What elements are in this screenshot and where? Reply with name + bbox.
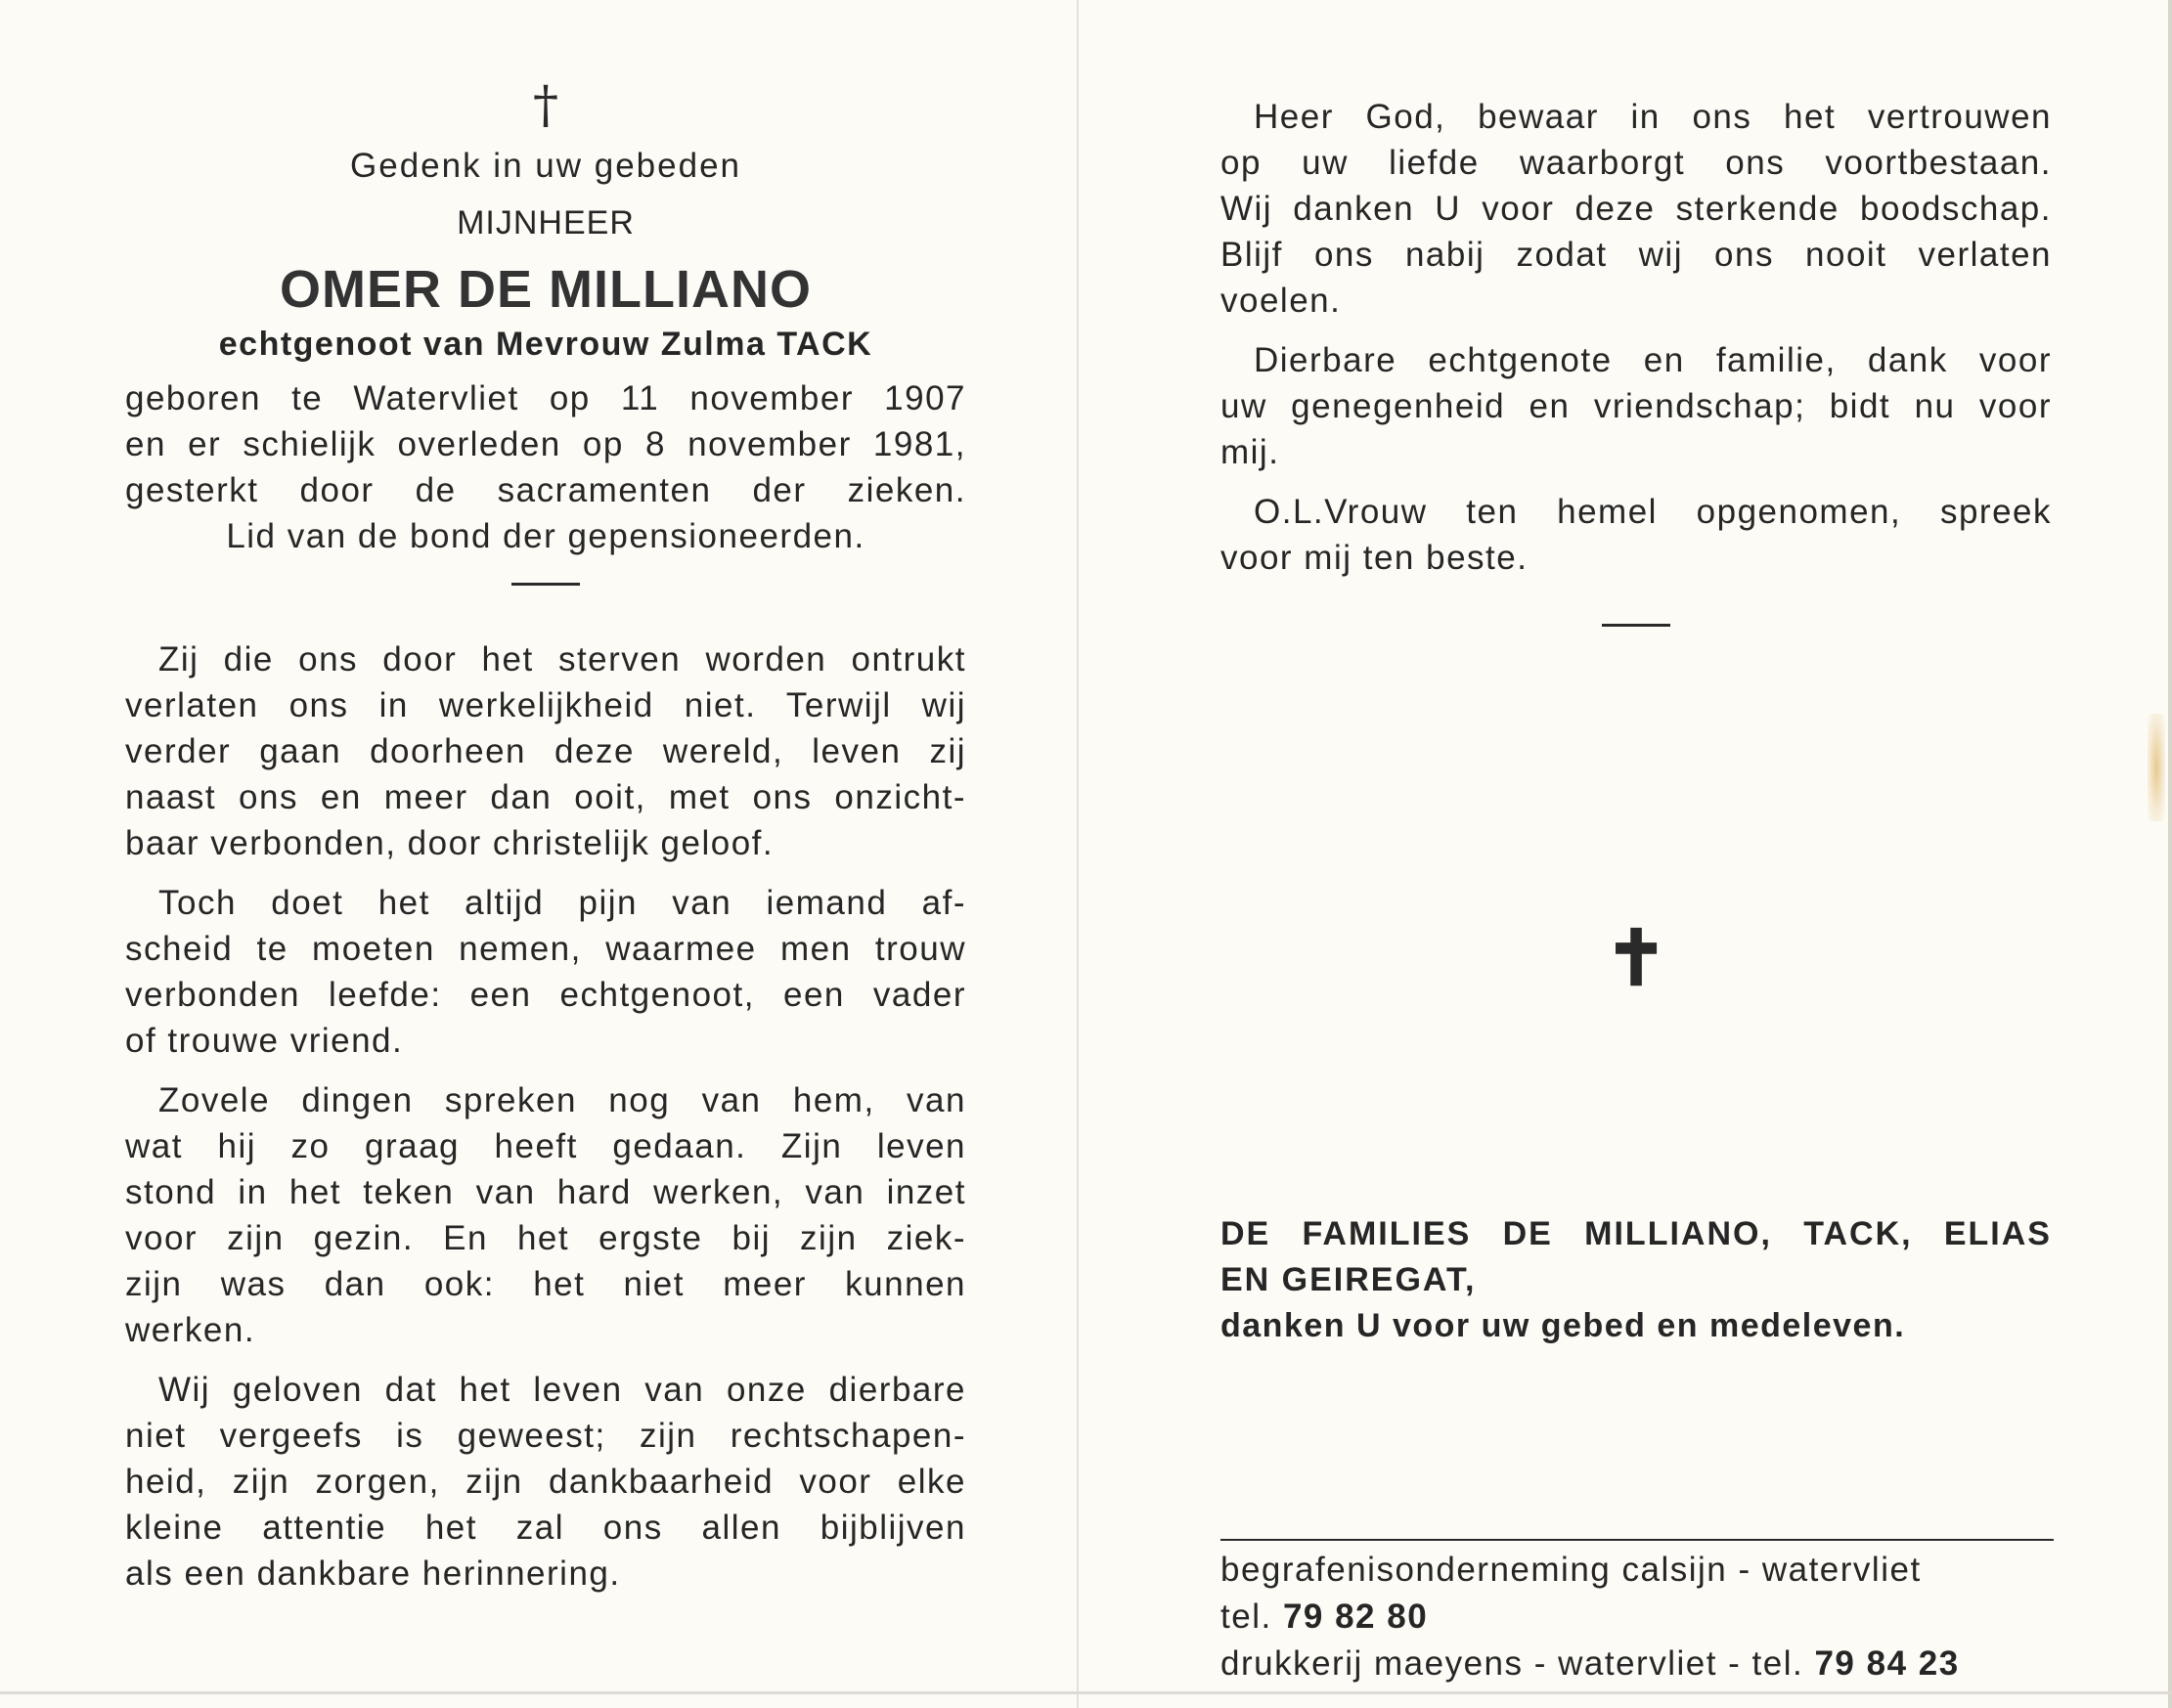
card-edge-right [2168,0,2172,1708]
bio-block [125,375,966,559]
fold-line [1077,0,1079,1708]
footer-rule [1220,1539,2054,1541]
text-line: baar verbonden, door christelijk geloof. [125,824,775,862]
remember-line: Gedenk in uw gebeden [350,147,741,185]
families-block [1220,1211,2052,1349]
funeral-home-line: begrafenisonderneming calsijn - watervliet [1220,1551,1922,1589]
left-panel [125,78,966,1610]
text-line: werken. [125,1311,256,1349]
text-line: of trouwe vriend. [125,1022,404,1060]
printer-line [1220,1641,2052,1687]
thanks-line: danken U voor uw gebed en medeleven. [1220,1307,1906,1344]
text-paragraph [1220,337,2052,475]
text-line: Blijf ons nabij zodat wij ons nooit verlaten [1220,236,2052,274]
text-line: wat hij zo graag heeft gedaan. Zijn leven [125,1127,966,1165]
text-line: scheid te moeten nemen, waarmee men trouw [125,930,966,968]
phone-number: 79 82 80 [1282,1598,1429,1636]
text-line: verlaten ons in werkelijkheid niet. Terwijl wij [125,686,966,724]
title-line: MIJNHEER [457,204,635,241]
separator-rule [511,583,580,586]
text-line: voelen. [1220,282,1342,320]
bio-line: gesterkt door de sacramenten der zieken. [125,471,966,509]
text-line: uw genegenheid en vriendschap; bidt nu voor [1220,387,2052,425]
text-line: O.L.Vrouw ten hemel opgenomen, spreek [1254,493,2052,531]
spouse-line: echtgenoot van Mevrouw Zulma TACK [218,326,873,363]
footer [1220,1539,2052,1687]
text-line: voor zijn gezin. En het ergste bij zijn ziek- [125,1219,966,1257]
text-paragraph [125,880,966,1064]
right-panel [1220,78,2052,1687]
cross-icon: † [533,76,558,135]
text-line: verbonden leefde: een echtgenoot, een vader [125,976,966,1014]
text-paragraph [1220,489,2052,581]
text-line: voor mij ten beste. [1220,539,1529,577]
text-line: heid, zijn zorgen, zijn dankbaarheid voor elke [125,1463,966,1501]
bio-line: Lid van de bond der gepensioneerden. [226,517,865,555]
text-line: Toch doet het altijd pijn van iemand af- [158,884,966,922]
printer-phone: 79 84 23 [1814,1644,1960,1683]
deceased-name: OMER DE MILLIANO [280,260,812,319]
text-paragraph [1220,94,2052,324]
text-line: stond in het teken van hard werken, van inzet [125,1173,966,1211]
separator-rule [1602,624,1670,627]
text-line: Zij die ons door het sterven worden ontrukt [158,640,966,679]
bio-line: en er schielijk overleden op 8 november 1981, [125,425,966,463]
bio-line: geboren te Watervliet op 11 november 1907 [125,379,966,417]
text-line: als een dankbare herinnering. [125,1555,621,1593]
text-line: kleine attentie het zal ons allen bijblijven [125,1509,966,1547]
text-line: niet vergeefs is geweest; zijn rechtschapen- [125,1417,966,1455]
phone-label: tel. [1220,1598,1272,1636]
funeral-home-phone [1220,1594,2052,1641]
text-line: verder gaan doorheen deze wereld, leven zij [125,732,966,770]
text-paragraph [125,1077,966,1353]
cross-icon: ✝ [1604,914,1668,1003]
families-line: EN GEIREGAT, [1220,1261,1477,1298]
text-line: Wij geloven dat het leven van onze dierbare [158,1371,966,1409]
families-line: DE FAMILIES DE MILLIANO, TACK, ELIAS [1220,1215,2052,1252]
card-edge-bottom [0,1691,2172,1694]
text-line: mij. [1220,433,1280,471]
text-paragraph [125,1367,966,1597]
text-paragraph [125,636,966,866]
text-line: naast ons en meer dan ooit, met ons onzicht- [125,778,966,816]
paper-stain [2148,714,2165,821]
text-line: Heer God, bewaar in ons het vertrouwen [1254,98,2052,136]
text-line: zijn was dan ook: het niet meer kunnen [125,1265,966,1303]
printer-text: drukkerij maeyens - watervliet - tel. [1220,1644,1804,1683]
text-line: Zovele dingen spreken nog van hem, van [158,1081,966,1119]
text-line: Dierbare echtgenote en familie, dank voor [1254,341,2052,379]
text-line: Wij danken U voor deze sterkende boodschap. [1220,190,2052,228]
text-line: op uw liefde waarborgt ons voortbestaan. [1220,144,2052,182]
